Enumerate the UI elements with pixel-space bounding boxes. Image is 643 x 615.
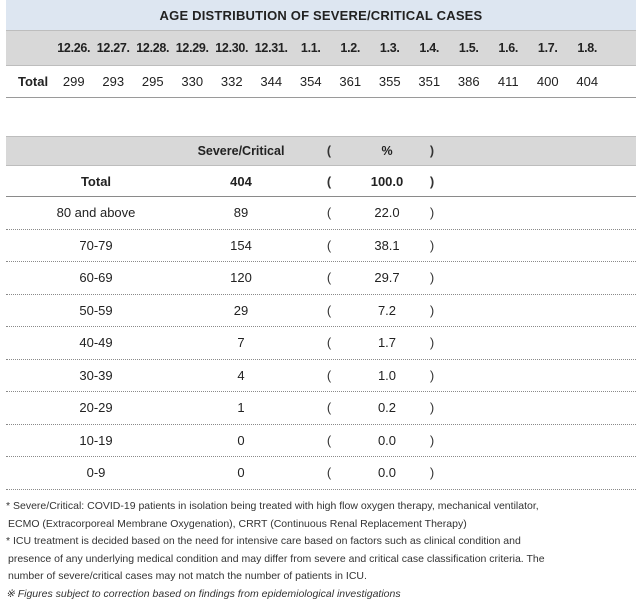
age-table-row bbox=[6, 457, 636, 490]
age-pct: 29.7 bbox=[374, 270, 400, 286]
daily-total-row bbox=[6, 66, 636, 98]
daily-date-header: 1.3. bbox=[379, 41, 400, 55]
daily-date-header: 1.2. bbox=[340, 41, 361, 55]
age-table-row bbox=[6, 425, 636, 458]
age-count: 0 bbox=[237, 432, 245, 448]
daily-date-header: 12.31. bbox=[254, 41, 288, 55]
paren-open: ( bbox=[326, 270, 332, 286]
daily-value-cell: 330 bbox=[181, 74, 204, 89]
daily-date-header: 1.4. bbox=[419, 41, 440, 55]
age-pct: 0.2 bbox=[377, 400, 397, 416]
header-paren-open: ( bbox=[326, 144, 332, 158]
paren-close: ) bbox=[429, 432, 435, 448]
age-table-row bbox=[6, 295, 636, 328]
daily-date-header: 1.1. bbox=[300, 41, 321, 55]
age-table-header bbox=[6, 136, 636, 166]
paren-open: ( bbox=[326, 335, 332, 351]
age-group: 30-39 bbox=[79, 367, 113, 383]
table-title bbox=[6, 0, 636, 30]
paren-close: ) bbox=[429, 367, 435, 383]
age-pct: 22.0 bbox=[374, 205, 400, 221]
age-table-row bbox=[6, 327, 636, 360]
daily-value-cell: 351 bbox=[418, 74, 441, 89]
age-table-row bbox=[6, 262, 636, 295]
daily-date-header: 12.27. bbox=[96, 41, 130, 55]
paren-open: ( bbox=[326, 400, 332, 416]
daily-date-header: 1.7. bbox=[537, 41, 558, 55]
daily-value-cell: 354 bbox=[299, 74, 322, 89]
paren-open: ( bbox=[326, 237, 332, 253]
age-count: 1 bbox=[237, 400, 245, 416]
title-text: AGE DISTRIBUTION OF SEVERE/CRITICAL CASES bbox=[159, 7, 483, 23]
age-group: 80 and above bbox=[56, 205, 136, 221]
daily-value-cell: 332 bbox=[220, 74, 243, 89]
age-pct: 7.2 bbox=[377, 302, 397, 318]
age-group: 0-9 bbox=[86, 465, 106, 481]
age-pct: 1.0 bbox=[377, 367, 397, 383]
age-table-row bbox=[6, 392, 636, 425]
paren-close: ) bbox=[429, 335, 435, 351]
daily-value-cell: 299 bbox=[62, 74, 85, 89]
paren-close: ) bbox=[429, 270, 435, 286]
age-pct: 1.7 bbox=[377, 335, 397, 351]
age-group: 10-19 bbox=[79, 432, 113, 448]
daily-value-cell: 386 bbox=[457, 74, 480, 89]
age-table-total-row bbox=[6, 166, 636, 197]
note-line: * Severe/Critical: COVID-19 patients in isolation being treated with high flow oxygen therapy, mechanical ventilator, bbox=[6, 500, 539, 512]
age-table-row bbox=[6, 230, 636, 263]
daily-value-cell: 404 bbox=[576, 74, 599, 89]
age-count: 0 bbox=[237, 465, 245, 481]
note-line: ECMO (Extracorporeal Membrane Oxygenation), CRRT (Continuous Renal Replacement Therapy) bbox=[8, 517, 467, 530]
note-line: number of severe/critical cases may not match the number of patients in ICU. bbox=[8, 570, 367, 582]
daily-date-header: 12.26. bbox=[57, 41, 91, 55]
age-count: 29 bbox=[233, 302, 249, 318]
header-paren-close: ) bbox=[429, 144, 435, 158]
total-count: 404 bbox=[230, 173, 252, 189]
header-count: Severe/Critical bbox=[197, 144, 285, 158]
total-label: Total bbox=[80, 173, 112, 189]
footnotes bbox=[6, 498, 636, 603]
paren-close: ) bbox=[429, 465, 435, 481]
daily-date-header: 12.30. bbox=[215, 41, 249, 55]
age-count: 154 bbox=[230, 237, 252, 253]
age-pct: 0.0 bbox=[377, 432, 397, 448]
age-distribution-table bbox=[6, 136, 636, 490]
age-count: 4 bbox=[237, 367, 245, 383]
paren-close: ) bbox=[429, 400, 435, 416]
daily-date-header: 1.5. bbox=[458, 41, 479, 55]
note-line: * ICU treatment is decided based on the need for intensive care based on factors such as clinical condition and bbox=[6, 535, 521, 547]
daily-date-header: 1.8. bbox=[577, 41, 598, 55]
age-pct: 0.0 bbox=[377, 465, 397, 481]
daily-date-header: 12.29. bbox=[175, 41, 209, 55]
age-group: 40-49 bbox=[79, 335, 113, 351]
age-group: 70-79 bbox=[79, 237, 113, 253]
paren-open: ( bbox=[326, 367, 332, 383]
note-line: ※ Figures subject to correction based on findings from epidemiological investigations bbox=[6, 587, 401, 600]
daily-date-header: 1.6. bbox=[498, 41, 519, 55]
paren-open: ( bbox=[326, 432, 332, 448]
paren-open: ( bbox=[326, 302, 332, 318]
daily-value-cell: 355 bbox=[378, 74, 401, 89]
age-group: 20-29 bbox=[79, 400, 113, 416]
age-table-row bbox=[6, 197, 636, 230]
age-table-row bbox=[6, 360, 636, 393]
header-pct: % bbox=[381, 144, 393, 158]
total-paren-open: ( bbox=[326, 173, 332, 189]
age-count: 7 bbox=[237, 335, 245, 351]
daily-row-label: Total bbox=[18, 74, 49, 89]
paren-close: ) bbox=[429, 302, 435, 318]
age-count: 120 bbox=[230, 270, 252, 286]
daily-header-row bbox=[6, 30, 636, 66]
daily-value-cell: 293 bbox=[102, 74, 125, 89]
note-line: presence of any underlying medical condition and may differ from severe and critical case classification criteria. The bbox=[8, 552, 545, 565]
paren-close: ) bbox=[429, 237, 435, 253]
age-pct: 38.1 bbox=[374, 237, 400, 253]
paren-close: ) bbox=[429, 205, 435, 221]
daily-value-cell: 344 bbox=[260, 74, 283, 89]
total-pct: 100.0 bbox=[370, 173, 404, 189]
daily-value-cell: 295 bbox=[141, 74, 164, 89]
daily-date-header: 12.28. bbox=[136, 41, 170, 55]
age-group: 50-59 bbox=[79, 302, 113, 318]
daily-value-cell: 411 bbox=[497, 74, 519, 89]
total-paren-close: ) bbox=[429, 173, 435, 189]
age-group: 60-69 bbox=[79, 270, 113, 286]
paren-open: ( bbox=[326, 465, 332, 481]
age-count: 89 bbox=[233, 205, 249, 221]
daily-value-cell: 400 bbox=[536, 74, 559, 89]
daily-value-cell: 361 bbox=[339, 74, 362, 89]
paren-open: ( bbox=[326, 205, 332, 221]
